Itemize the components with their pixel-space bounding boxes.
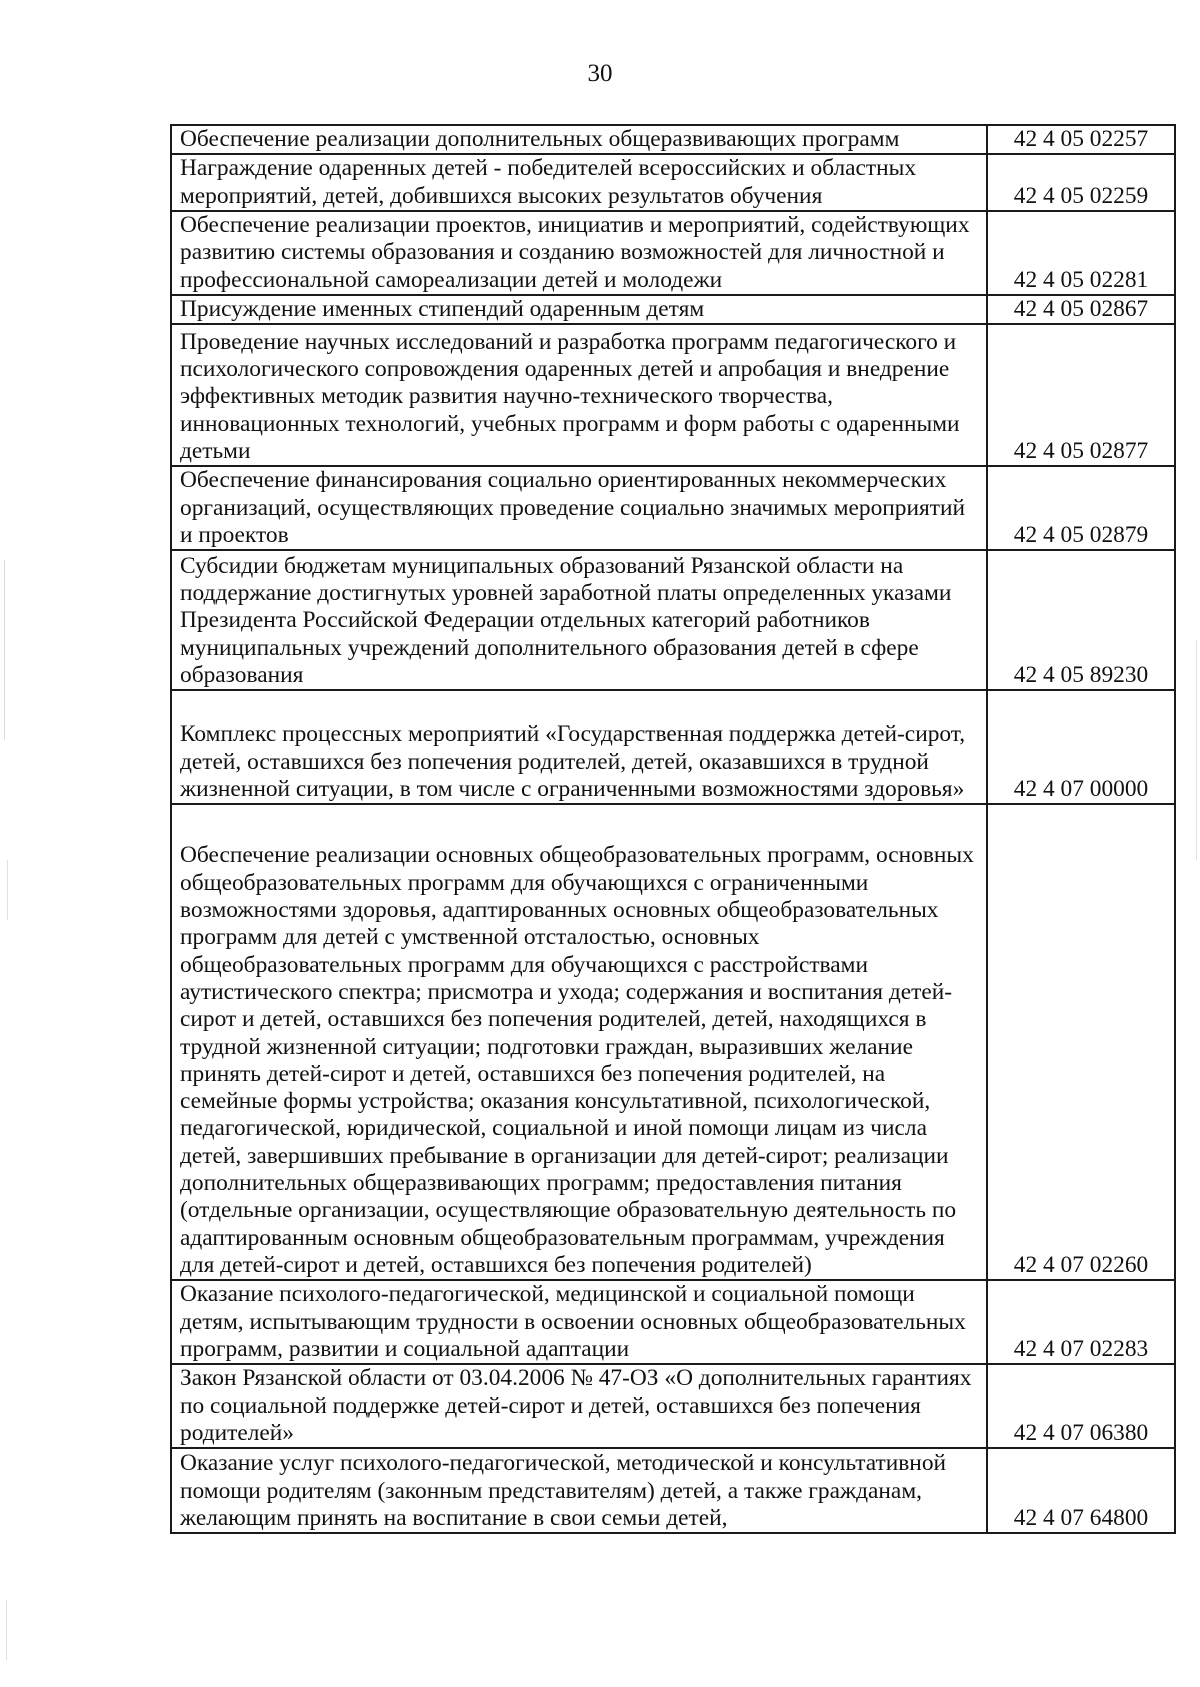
row-description: Проведение научных исследований и разработка программ педагогического и психологического сопровождения одаренных детей и апробация и внедрение эффективных методик развития научно-технического творчества, инновационных технологий, учебных программ и форм работы с одаренными детьми [171,324,987,466]
row-code: 42 4 07 02260 [987,804,1175,1280]
table-row [171,211,1175,295]
table-row [171,804,1175,1280]
row-code: 42 4 05 02879 [987,466,1175,550]
table-row [171,550,1175,690]
row-description: Присуждение именных стипендий одаренным детям [171,295,987,324]
row-description: Комплекс процессных мероприятий «Государственная поддержка детей-сирот, детей, оставшихся без попечения родителей, детей, оказавшихся в трудной жизненной ситуации, в том числе с ограниченными возможностями здоровья» [171,690,987,804]
budget-classification-table [170,124,1176,1534]
table-row [171,1448,1175,1533]
row-code: 42 4 05 89230 [987,550,1175,690]
table-row [171,295,1175,324]
row-code: 42 4 07 02283 [987,1280,1175,1364]
row-code: 42 4 07 06380 [987,1364,1175,1448]
table-row [171,466,1175,550]
row-description: Закон Рязанской области от 03.04.2006 № 47-ОЗ «О дополнительных гарантиях по социальной поддержке детей-сирот и детей, оставшихся без попечения родителей» [171,1364,987,1448]
table-row [171,1364,1175,1448]
row-code: 42 4 05 02877 [987,324,1175,466]
table-row [171,690,1175,804]
scan-edge-mark [7,860,8,920]
row-description: Награждение одаренных детей - победителей всероссийских и областных мероприятий, детей, добившихся высоких результатов обучения [171,154,987,211]
scan-edge-mark [4,560,5,740]
row-description: Субсидии бюджетам муниципальных образований Рязанской области на поддержание достигнутых уровней заработной платы определенных указами Президента Российской Федерации отдельных категорий работников муниципальных учреждений дополнительного образования детей в сфере образования [171,550,987,690]
scan-edge-mark [1196,640,1197,860]
table-row [171,1280,1175,1364]
row-description: Оказание психолого-педагогической, медицинской и социальной помощи детям, испытывающим трудности в освоении основных общеобразовательных программ, развитии и социальной адаптации [171,1280,987,1364]
scan-edge-mark [6,1600,7,1660]
row-code: 42 4 05 02867 [987,295,1175,324]
row-description: Оказание услуг психолого-педагогической, методической и консультативной помощи родителям (законным представителям) детей, а также гражданам, желающим принять на воспитание в свои семьи детей, [171,1448,987,1533]
table-row [171,125,1175,154]
row-code: 42 4 07 64800 [987,1448,1175,1533]
row-code: 42 4 07 00000 [987,690,1175,804]
page-number: 30 [587,60,613,87]
row-description: Обеспечение реализации основных общеобразовательных программ, основных общеобразовательных программ для обучающихся с ограниченными возможностями здоровья, адаптированных основных общеобразовательных программ для детей с умственной отсталостью, основных общеобразовательных программ для обучающихся с расстройствами аутистического спектра; присмотра и ухода; содержания и воспитания детей-сирот и детей, оставшихся без попечения родителей, детей, находящихся в трудной жизненной ситуации; подготовки граждан, выразивших желание принять детей-сирот и детей, оставшихся без попечения родителей, на семейные формы устройства; оказания консультативной, психологической, педагогической, юридической, социальной и иной помощи лицам из числа детей, завершивших пребывание в организации для детей-сирот; реализации дополнительных общеразвивающих программ; предоставления питания (отдельные организации, осуществляющие образовательную деятельность по адаптированным основным общеобразовательным программам, учреждения для детей-сирот и детей, оставшихся без попечения родителей) [171,804,987,1280]
table-row [171,324,1175,466]
row-description: Обеспечение реализации проектов, инициатив и мероприятий, содействующих развитию системы образования и созданию возможностей для личностной и профессиональной самореализации детей и молодежи [171,211,987,295]
row-code: 42 4 05 02281 [987,211,1175,295]
table-row [171,154,1175,211]
row-code: 42 4 05 02257 [987,125,1175,154]
row-description: Обеспечение финансирования социально ориентированных некоммерческих организаций, осуществляющих проведение социально значимых мероприятий и проектов [171,466,987,550]
row-description: Обеспечение реализации дополнительных общеразвивающих программ [171,125,987,154]
row-code: 42 4 05 02259 [987,154,1175,211]
